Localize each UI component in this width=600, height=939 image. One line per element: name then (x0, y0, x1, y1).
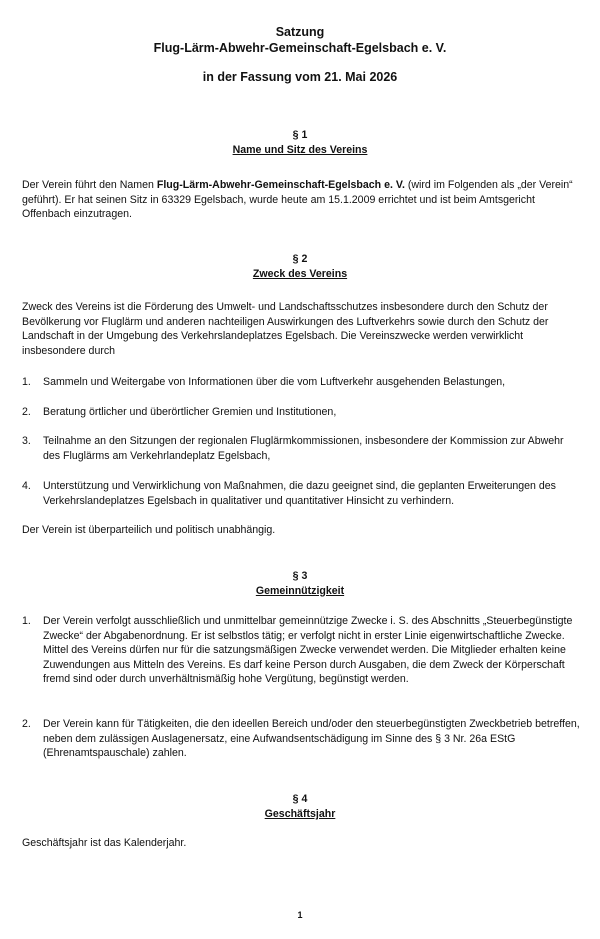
section-4-number: § 4 (292, 793, 308, 805)
document-title: Satzung (275, 25, 325, 39)
section-1-text-end: (wird im Folgenden als „der Verein“ geführt). Er hat seinen Sitz in 63329 Egelsbach, wurde heute am 15.1.2009 errichtet und ist beim Amtsgericht Offenbach einzutragen. (22, 179, 573, 221)
section-1-text (22, 178, 582, 222)
list-text: Teilnahme an den Sitzungen der regionalen Fluglärmkommissionen, insbesondere der Kommission zur Abwehr des Fluglärms am Verkehrlandeplatz Egelsbach, (43, 435, 564, 462)
section-1-text-start: Der Verein führt den Namen (22, 179, 157, 191)
section-2-item-3 (22, 434, 582, 463)
page-number: 1 (297, 910, 303, 920)
list-text: Sammeln und Weitergabe von Informationen über die vom Luftverkehr ausgehenden Belastungen, (43, 376, 506, 388)
section-2-item-1 (22, 375, 582, 390)
section-2-closing: Der Verein ist überparteilich und politisch unabhängig. (22, 524, 276, 536)
section-1-title: Name und Sitz des Vereins (232, 143, 368, 156)
section-4-title: Geschäftsjahr (264, 807, 336, 820)
version-date: in der Fassung vom 21. Mai 2026 (202, 70, 398, 84)
section-2-item-4 (22, 479, 582, 508)
list-number: 4. (22, 480, 31, 492)
list-number: 2. (22, 406, 31, 418)
list-number: 1. (22, 615, 31, 627)
section-3-item-2 (22, 717, 582, 761)
list-text: Der Verein kann für Tätigkeiten, die den ideellen Bereich und/oder den steuerbegünstigten Zweckbetrieb betreffen, neben dem zulässigen Auslagenersatz, eine Aufwandsentschädigung im Sinne des § 3 Nr. 26a EStG (Ehrenamtspauschale) zahlen. (43, 718, 580, 760)
section-3-item-1 (22, 614, 582, 687)
list-number: 2. (22, 718, 31, 730)
section-2-number: § 2 (292, 253, 308, 265)
list-text: Beratung örtlicher und überörtlicher Gremien und Institutionen, (43, 406, 337, 418)
section-2-intro: Zweck des Vereins ist die Förderung des Umwelt- und Landschaftsschutzes insbesondere durch den Schutz der Bevölkerung vor Fluglärm und anderen nachteiligen Auswirkungen des Luftverkehrs sowie durch den Schutz der Landschaft in der Umgebung des Verkehrslandeplatzes Egelsbach. Die Vereinszwecke werden verwirklicht insbesondere durch (22, 301, 549, 357)
list-number: 1. (22, 376, 31, 388)
section-1-org-name: Flug-Lärm-Abwehr-Gemeinschaft-Egelsbach e. V. (156, 179, 405, 191)
section-3-title: Gemeinnützigkeit (255, 584, 345, 597)
organization-name: Flug-Lärm-Abwehr-Gemeinschaft-Egelsbach e. V. (153, 40, 447, 55)
section-1-heading (0, 128, 600, 157)
section-2-title: Zweck des Vereins (252, 267, 348, 280)
section-3-number: § 3 (292, 570, 308, 582)
section-2-item-2 (22, 405, 582, 420)
section-2-heading (0, 252, 600, 281)
section-1-number: § 1 (292, 129, 308, 141)
section-4-heading (0, 792, 600, 821)
list-number: 3. (22, 435, 31, 447)
document-header (0, 25, 600, 86)
list-text: Der Verein verfolgt ausschließlich und unmittelbar gemeinnützige Zwecke i. S. des Abschnitts „Steuerbegünstigte Zwecke“ der Abgabenordnung. Er ist selbstlos tätig; er verfolgt nicht in erster Linie eigenwirtschaftliche Zwecke. Mittel des Vereins dürfen nur für die satzungsmäßigen Zwecke verwendet werden. Die Mitglieder erhalten keine Zuwendungen aus Mitteln des Vereins. Es darf keine Person durch Ausgaben, die dem Zweck der Körperschaft fremd sind oder durch unverhältnismäßig hohe Vergütung, begünstigt werden. (43, 615, 573, 686)
section-4-text: Geschäftsjahr ist das Kalenderjahr. (22, 837, 187, 849)
section-3-heading (0, 569, 600, 598)
list-text: Unterstützung und Verwirklichung von Maßnahmen, die dazu geeignet sind, die geplanten Erweiterungen des Verkehrslandeplatzes Egelsbach in qualitativer und quantitativer Hinsicht zu verhindern. (43, 480, 556, 507)
